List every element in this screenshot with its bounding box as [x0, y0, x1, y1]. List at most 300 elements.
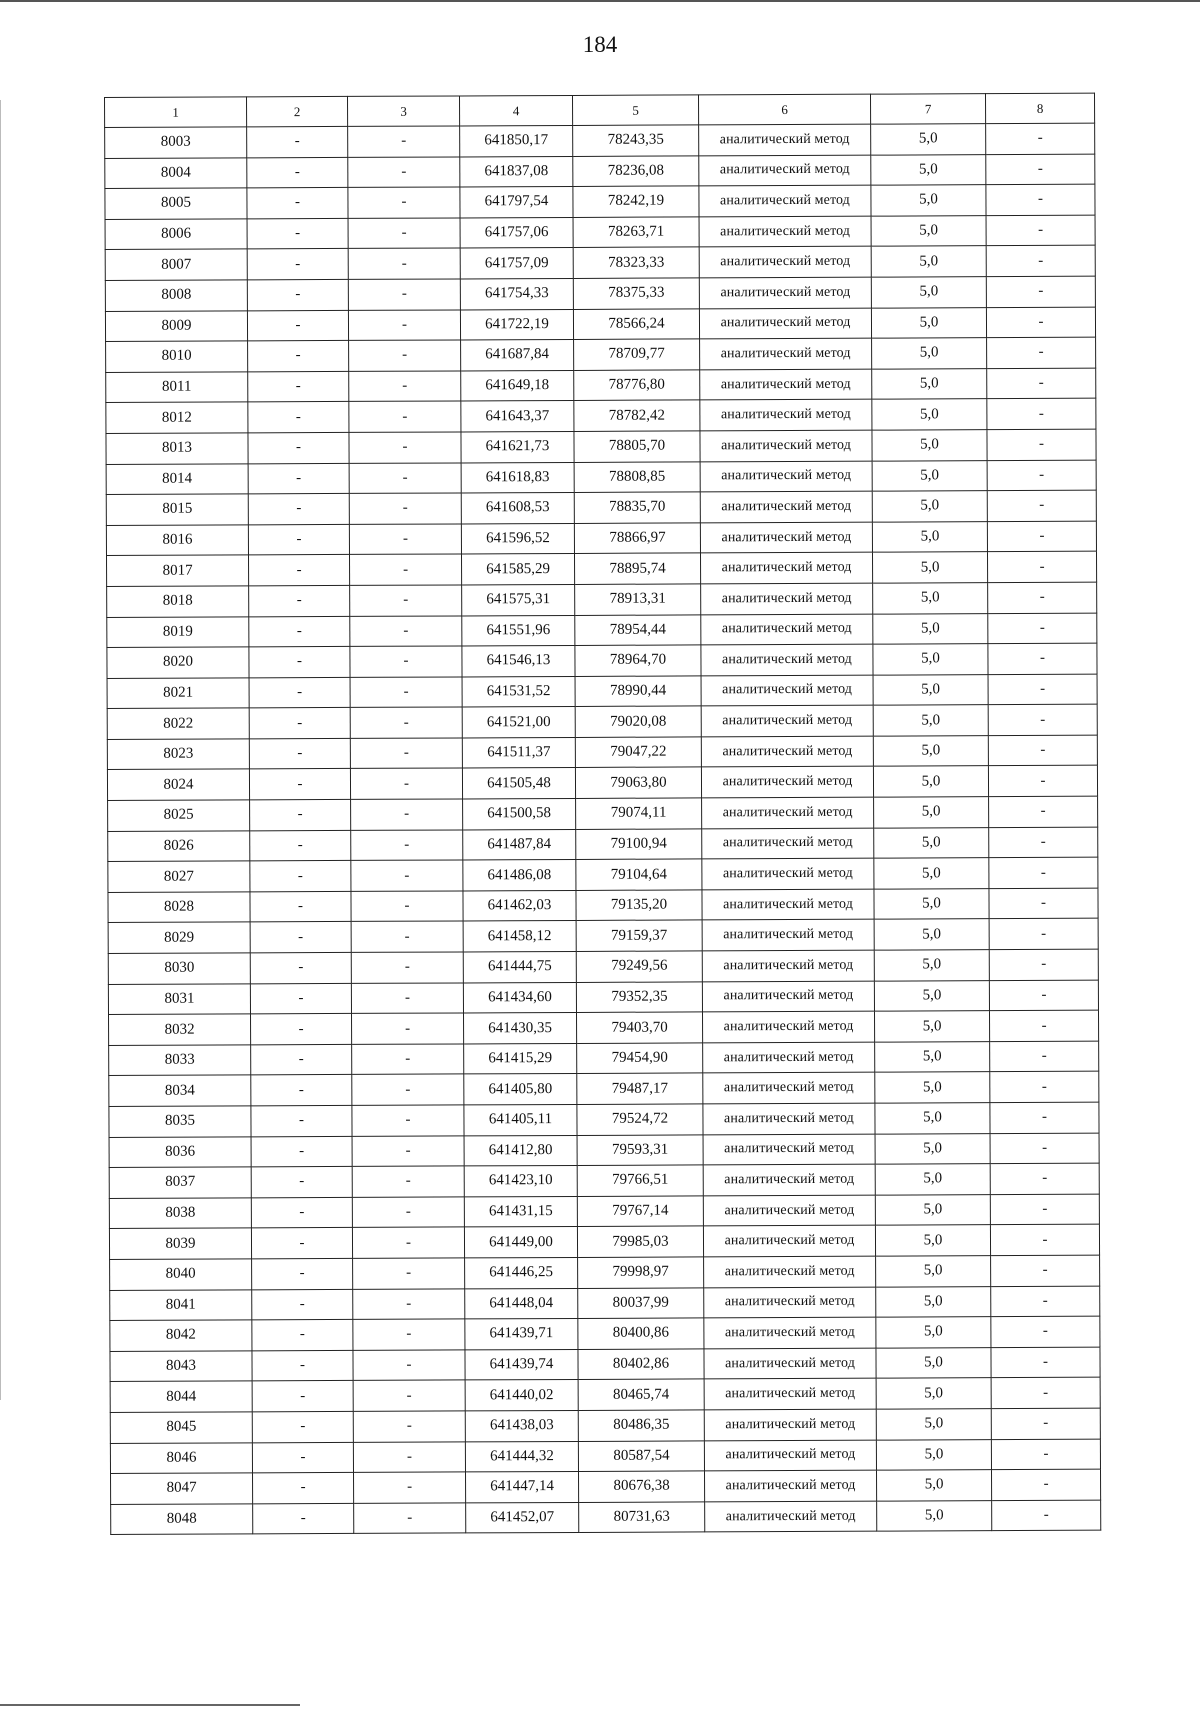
column-8-cell: -	[991, 1439, 1100, 1470]
table-row	[106, 429, 1096, 464]
column-2-cell: -	[251, 1014, 352, 1045]
point-number-cell: 8016	[106, 525, 248, 556]
column-2-cell: -	[250, 861, 351, 892]
column-2-cell: -	[249, 677, 350, 708]
column-2-cell: -	[247, 218, 348, 249]
point-number-cell: 8004	[105, 157, 247, 188]
column-8-cell: -	[989, 888, 1098, 919]
x-coordinate-cell: 641487,84	[463, 829, 576, 860]
column-8-cell: -	[986, 154, 1095, 185]
y-coordinate-cell: 80587,54	[578, 1440, 704, 1471]
accuracy-cell: 5,0	[875, 1072, 990, 1103]
table-row	[109, 1102, 1099, 1137]
method-cell: аналитический метод	[699, 185, 871, 216]
x-coordinate-cell: 641608,53	[461, 493, 574, 524]
footnote-rule	[0, 1704, 300, 1706]
point-number-cell: 8011	[106, 372, 248, 403]
point-number-cell: 8020	[107, 647, 249, 678]
point-number-cell: 8038	[109, 1198, 251, 1229]
column-8-cell: -	[987, 399, 1096, 430]
table-row	[108, 827, 1098, 862]
x-coordinate-cell: 641754,33	[460, 278, 573, 309]
x-coordinate-cell: 641850,17	[460, 125, 573, 156]
column-2-cell: -	[247, 188, 348, 219]
table-row	[107, 582, 1097, 617]
y-coordinate-cell: 78805,70	[574, 431, 700, 462]
column-3-cell: -	[349, 462, 461, 493]
accuracy-cell: 5,0	[875, 1041, 990, 1072]
method-cell: аналитический метод	[703, 1134, 875, 1165]
table-row	[109, 1010, 1099, 1045]
y-coordinate-cell: 79454,90	[577, 1043, 703, 1074]
method-cell: аналитический метод	[700, 338, 872, 369]
accuracy-cell: 5,0	[873, 583, 988, 614]
table-row	[107, 613, 1097, 648]
accuracy-cell: 5,0	[872, 338, 987, 369]
column-8-cell: -	[986, 246, 1095, 277]
table-row	[105, 154, 1095, 189]
column-3-cell: -	[352, 1013, 464, 1044]
accuracy-cell: 5,0	[873, 644, 988, 675]
accuracy-cell: 5,0	[873, 736, 988, 767]
method-cell: аналитический метод	[702, 920, 874, 951]
column-3-cell: -	[350, 585, 462, 616]
y-coordinate-cell: 79766,51	[577, 1165, 703, 1196]
column-2-cell: -	[249, 616, 350, 647]
accuracy-cell: 5,0	[876, 1256, 991, 1287]
table-row	[106, 337, 1096, 372]
x-coordinate-cell: 641531,52	[462, 676, 575, 707]
column-8-cell: -	[986, 215, 1095, 246]
point-number-cell: 8003	[105, 127, 247, 158]
column-3-cell: -	[353, 1350, 465, 1381]
column-2-cell: -	[247, 249, 348, 280]
coordinates-table	[104, 93, 1101, 1536]
x-coordinate-cell: 641423,10	[464, 1166, 577, 1197]
x-coordinate-cell: 641575,31	[462, 584, 575, 615]
method-cell: аналитический метод	[700, 552, 872, 583]
accuracy-cell: 5,0	[872, 552, 987, 583]
method-cell: аналитический метод	[699, 277, 871, 308]
table-row	[106, 368, 1096, 403]
column-8-cell: -	[990, 1194, 1099, 1225]
y-coordinate-cell: 79135,20	[576, 890, 702, 921]
page-number: 184	[582, 32, 618, 57]
x-coordinate-cell: 641448,04	[465, 1288, 578, 1319]
accuracy-cell: 5,0	[873, 705, 988, 736]
point-number-cell: 8034	[109, 1075, 251, 1106]
y-coordinate-cell: 79998,97	[578, 1257, 704, 1288]
table-row	[108, 796, 1098, 831]
accuracy-cell: 5,0	[876, 1317, 991, 1348]
column-8-cell: -	[988, 582, 1097, 613]
method-cell: аналитический метод	[701, 644, 873, 675]
column-3-cell: -	[348, 310, 460, 341]
column-8-cell: -	[987, 490, 1096, 521]
column-3-cell: -	[348, 157, 460, 188]
column-3-cell: -	[354, 1503, 466, 1534]
column-8-cell: -	[991, 1255, 1100, 1286]
table-row	[105, 276, 1095, 311]
accuracy-cell: 5,0	[877, 1500, 992, 1531]
y-coordinate-cell: 79249,56	[576, 951, 702, 982]
method-cell: аналитический метод	[699, 124, 871, 155]
column-8-cell: -	[989, 857, 1098, 888]
table-row	[107, 735, 1097, 770]
column-2-cell: -	[248, 402, 349, 433]
x-coordinate-cell: 641446,25	[465, 1257, 578, 1288]
column-2-cell: -	[248, 524, 349, 555]
table-row	[105, 123, 1095, 158]
accuracy-cell: 5,0	[876, 1378, 991, 1409]
column-3-cell: -	[352, 1227, 464, 1258]
column-2-cell: -	[251, 1228, 352, 1259]
point-number-cell: 8007	[105, 249, 247, 280]
column-8-cell: -	[988, 704, 1097, 735]
accuracy-cell: 5,0	[872, 521, 987, 552]
column-3-cell: -	[351, 891, 463, 922]
accuracy-cell: 5,0	[873, 674, 988, 705]
column-3-cell: -	[349, 554, 461, 585]
point-number-cell: 8029	[108, 922, 250, 953]
accuracy-cell: 5,0	[874, 888, 989, 919]
column-3-cell: -	[351, 952, 463, 983]
y-coordinate-cell: 78835,70	[574, 492, 700, 523]
x-coordinate-cell: 641511,37	[462, 737, 575, 768]
column-3-cell: -	[350, 768, 462, 799]
column-2-cell: -	[251, 1136, 352, 1167]
column-2-cell: -	[251, 1044, 352, 1075]
y-coordinate-cell: 78709,77	[574, 339, 700, 370]
x-coordinate-cell: 641439,71	[465, 1319, 578, 1350]
column-8-cell: -	[989, 949, 1098, 980]
method-cell: аналитический метод	[699, 308, 871, 339]
point-number-cell: 8008	[105, 280, 247, 311]
accuracy-cell: 5,0	[871, 154, 986, 185]
accuracy-cell: 5,0	[874, 919, 989, 950]
column-3-cell: -	[351, 860, 463, 891]
y-coordinate-cell: 79985,03	[577, 1226, 703, 1257]
point-number-cell: 8013	[106, 433, 248, 464]
x-coordinate-cell: 641546,13	[462, 646, 575, 677]
y-coordinate-cell: 78895,74	[574, 553, 700, 584]
y-coordinate-cell: 80402,86	[578, 1349, 704, 1380]
method-cell: аналитический метод	[704, 1256, 876, 1287]
column-2-cell: -	[249, 647, 350, 678]
accuracy-cell: 5,0	[871, 185, 986, 216]
x-coordinate-cell: 641439,74	[465, 1349, 578, 1380]
column-8-cell: -	[991, 1286, 1100, 1317]
column-2-cell: -	[250, 952, 351, 983]
scan-edge-mark	[0, 100, 1, 1400]
column-3-cell: -	[352, 1044, 464, 1075]
method-cell: аналитический метод	[703, 1103, 875, 1134]
y-coordinate-cell: 79403,70	[576, 1012, 702, 1043]
accuracy-cell: 5,0	[874, 797, 989, 828]
method-cell: аналитический метод	[701, 614, 873, 645]
column-header: 5	[572, 95, 698, 126]
point-number-cell: 8021	[107, 678, 249, 709]
point-number-cell: 8025	[108, 800, 250, 831]
point-number-cell: 8019	[107, 616, 249, 647]
x-coordinate-cell: 641797,54	[460, 187, 573, 218]
table-row	[106, 521, 1096, 556]
point-number-cell: 8009	[105, 310, 247, 341]
y-coordinate-cell: 80465,74	[578, 1379, 704, 1410]
column-3-cell: -	[352, 1105, 464, 1136]
x-coordinate-cell: 641551,96	[462, 615, 575, 646]
method-cell: аналитический метод	[700, 369, 872, 400]
point-number-cell: 8012	[106, 402, 248, 433]
method-cell: аналитический метод	[699, 155, 871, 186]
accuracy-cell: 5,0	[872, 399, 987, 430]
column-3-cell: -	[353, 1441, 465, 1472]
column-3-cell: -	[352, 1136, 464, 1167]
column-3-cell: -	[351, 830, 463, 861]
column-8-cell: -	[991, 1469, 1100, 1500]
point-number-cell: 8010	[106, 341, 248, 372]
accuracy-cell: 5,0	[871, 307, 986, 338]
column-2-cell: -	[253, 1473, 354, 1504]
column-3-cell: -	[353, 1411, 465, 1442]
column-3-cell: -	[353, 1258, 465, 1289]
y-coordinate-cell: 80400,86	[578, 1318, 704, 1349]
point-number-cell: 8023	[107, 739, 249, 770]
x-coordinate-cell: 641438,03	[465, 1410, 578, 1441]
column-2-cell: -	[249, 585, 350, 616]
point-number-cell: 8045	[110, 1412, 252, 1443]
x-coordinate-cell: 641687,84	[461, 340, 574, 371]
column-2-cell: -	[250, 922, 351, 953]
column-header: 4	[459, 95, 572, 125]
accuracy-cell: 5,0	[876, 1409, 991, 1440]
column-3-cell: -	[348, 248, 460, 279]
accuracy-cell: 5,0	[872, 430, 987, 461]
accuracy-cell: 5,0	[875, 1194, 990, 1225]
column-2-cell: -	[250, 799, 351, 830]
table-row	[110, 1255, 1100, 1290]
accuracy-cell: 5,0	[873, 766, 988, 797]
column-8-cell: -	[987, 521, 1096, 552]
x-coordinate-cell: 641643,37	[461, 401, 574, 432]
column-3-cell: -	[349, 371, 461, 402]
column-8-cell: -	[988, 643, 1097, 674]
method-cell: аналитический метод	[702, 828, 874, 859]
x-coordinate-cell: 641447,14	[466, 1472, 579, 1503]
y-coordinate-cell: 80486,35	[578, 1410, 704, 1441]
table-row	[108, 980, 1098, 1015]
column-3-cell: -	[351, 983, 463, 1014]
column-8-cell: -	[991, 1408, 1100, 1439]
point-number-cell: 8017	[107, 555, 249, 586]
column-8-cell: -	[991, 1316, 1100, 1347]
point-number-cell: 8048	[111, 1504, 253, 1535]
y-coordinate-cell: 78375,33	[573, 278, 699, 309]
column-8-cell: -	[986, 184, 1095, 215]
column-8-cell: -	[990, 1133, 1099, 1164]
table-row	[111, 1469, 1101, 1504]
accuracy-cell: 5,0	[872, 460, 987, 491]
column-2-cell: -	[251, 1197, 352, 1228]
column-header: 7	[870, 94, 985, 125]
column-2-cell: -	[252, 1258, 353, 1289]
column-8-cell: -	[986, 276, 1095, 307]
point-number-cell: 8024	[107, 769, 249, 800]
point-number-cell: 8035	[109, 1106, 251, 1137]
column-8-cell: -	[990, 1041, 1099, 1072]
point-number-cell: 8030	[108, 953, 250, 984]
method-cell: аналитический метод	[704, 1378, 876, 1409]
y-coordinate-cell: 78323,33	[573, 247, 699, 278]
x-coordinate-cell: 641405,80	[464, 1074, 577, 1105]
x-coordinate-cell: 641434,60	[463, 982, 576, 1013]
column-8-cell: -	[988, 613, 1097, 644]
accuracy-cell: 5,0	[874, 858, 989, 889]
column-3-cell: -	[350, 646, 462, 677]
method-cell: аналитический метод	[699, 216, 871, 247]
x-coordinate-cell: 641462,03	[463, 890, 576, 921]
table-row	[109, 1225, 1099, 1260]
accuracy-cell: 5,0	[873, 613, 988, 644]
table-row	[110, 1316, 1100, 1351]
column-3-cell: -	[349, 493, 461, 524]
y-coordinate-cell: 79159,37	[576, 920, 702, 951]
column-2-cell: -	[250, 983, 351, 1014]
y-coordinate-cell: 79524,72	[577, 1104, 703, 1135]
x-coordinate-cell: 641415,29	[464, 1043, 577, 1074]
column-3-cell: -	[349, 432, 461, 463]
x-coordinate-cell: 641621,73	[461, 431, 574, 462]
column-8-cell: -	[987, 368, 1096, 399]
column-3-cell: -	[348, 279, 460, 310]
column-3-cell: -	[350, 677, 462, 708]
y-coordinate-cell: 78243,35	[573, 125, 699, 156]
method-cell: аналитический метод	[702, 797, 874, 828]
accuracy-cell: 5,0	[876, 1470, 991, 1501]
method-cell: аналитический метод	[703, 1226, 875, 1257]
x-coordinate-cell: 641757,06	[460, 217, 573, 248]
accuracy-cell: 5,0	[874, 980, 989, 1011]
column-8-cell: -	[990, 1102, 1099, 1133]
column-3-cell: -	[348, 126, 460, 157]
y-coordinate-cell: 79063,80	[575, 767, 701, 798]
point-number-cell: 8022	[107, 708, 249, 739]
y-coordinate-cell: 78808,85	[574, 461, 700, 492]
point-number-cell: 8026	[108, 831, 250, 862]
method-cell: аналитический метод	[704, 1287, 876, 1318]
method-cell: аналитический метод	[700, 430, 872, 461]
method-cell: аналитический метод	[701, 705, 873, 736]
method-cell: аналитический метод	[703, 1042, 875, 1073]
table-row	[106, 399, 1096, 434]
accuracy-cell: 5,0	[874, 1011, 989, 1042]
accuracy-cell: 5,0	[874, 827, 989, 858]
method-cell: аналитический метод	[705, 1501, 877, 1532]
y-coordinate-cell: 79487,17	[577, 1073, 703, 1104]
x-coordinate-cell: 641405,11	[464, 1104, 577, 1135]
x-coordinate-cell: 641722,19	[460, 309, 573, 340]
point-number-cell: 8047	[111, 1473, 253, 1504]
x-coordinate-cell: 641412,80	[464, 1135, 577, 1166]
column-3-cell: -	[353, 1380, 465, 1411]
y-coordinate-cell: 78236,08	[573, 155, 699, 186]
column-2-cell: -	[247, 279, 348, 310]
method-cell: аналитический метод	[703, 1164, 875, 1195]
x-coordinate-cell: 641521,00	[462, 707, 575, 738]
point-number-cell: 8039	[109, 1228, 251, 1259]
column-2-cell: -	[252, 1442, 353, 1473]
accuracy-cell: 5,0	[875, 1103, 990, 1134]
column-8-cell: -	[989, 919, 1098, 950]
method-cell: аналитический метод	[702, 1011, 874, 1042]
column-3-cell: -	[354, 1472, 466, 1503]
x-coordinate-cell: 641431,15	[464, 1196, 577, 1227]
table-row	[111, 1500, 1101, 1535]
column-2-cell: -	[247, 157, 348, 188]
y-coordinate-cell: 78913,31	[575, 584, 701, 615]
table-row	[107, 551, 1097, 586]
scan-edge-line	[0, 0, 1200, 2]
column-2-cell: -	[250, 830, 351, 861]
accuracy-cell: 5,0	[875, 1225, 990, 1256]
table-body	[105, 93, 1101, 1535]
x-coordinate-cell: 641452,07	[466, 1502, 579, 1533]
column-header: 3	[347, 96, 459, 126]
y-coordinate-cell: 80731,63	[579, 1502, 705, 1533]
method-cell: аналитический метод	[703, 1195, 875, 1226]
table-row	[108, 949, 1098, 984]
table-row	[110, 1378, 1100, 1413]
column-2-cell: -	[248, 494, 349, 525]
x-coordinate-cell: 641440,02	[465, 1380, 578, 1411]
column-8-cell: -	[987, 551, 1096, 582]
table-row	[109, 1072, 1099, 1107]
accuracy-cell: 5,0	[876, 1347, 991, 1378]
y-coordinate-cell: 79100,94	[576, 829, 702, 860]
y-coordinate-cell: 79074,11	[576, 798, 702, 829]
y-coordinate-cell: 79020,08	[575, 706, 701, 737]
column-8-cell: -	[987, 460, 1096, 491]
column-3-cell: -	[353, 1319, 465, 1350]
method-cell: аналитический метод	[701, 583, 873, 614]
point-number-cell: 8006	[105, 219, 247, 250]
table-row	[109, 1133, 1099, 1168]
method-cell: аналитический метод	[704, 1317, 876, 1348]
y-coordinate-cell: 78776,80	[574, 370, 700, 401]
point-number-cell: 8015	[106, 494, 248, 525]
point-number-cell: 8041	[110, 1289, 252, 1320]
column-8-cell: -	[988, 735, 1097, 766]
accuracy-cell: 5,0	[876, 1439, 991, 1470]
y-coordinate-cell: 79352,35	[576, 982, 702, 1013]
accuracy-cell: 5,0	[876, 1286, 991, 1317]
table-row	[107, 704, 1097, 739]
column-2-cell: -	[252, 1411, 353, 1442]
column-2-cell: -	[247, 310, 348, 341]
accuracy-cell: 5,0	[875, 1164, 990, 1195]
table-row	[109, 1163, 1099, 1198]
column-2-cell: -	[249, 769, 350, 800]
column-2-cell: -	[252, 1350, 353, 1381]
column-2-cell: -	[248, 463, 349, 494]
accuracy-cell: 5,0	[872, 491, 987, 522]
column-8-cell: -	[989, 1010, 1098, 1041]
y-coordinate-cell: 79104,64	[576, 859, 702, 890]
x-coordinate-cell: 641458,12	[463, 921, 576, 952]
table-row	[107, 643, 1097, 678]
method-cell: аналитический метод	[700, 399, 872, 430]
x-coordinate-cell: 641449,00	[464, 1227, 577, 1258]
